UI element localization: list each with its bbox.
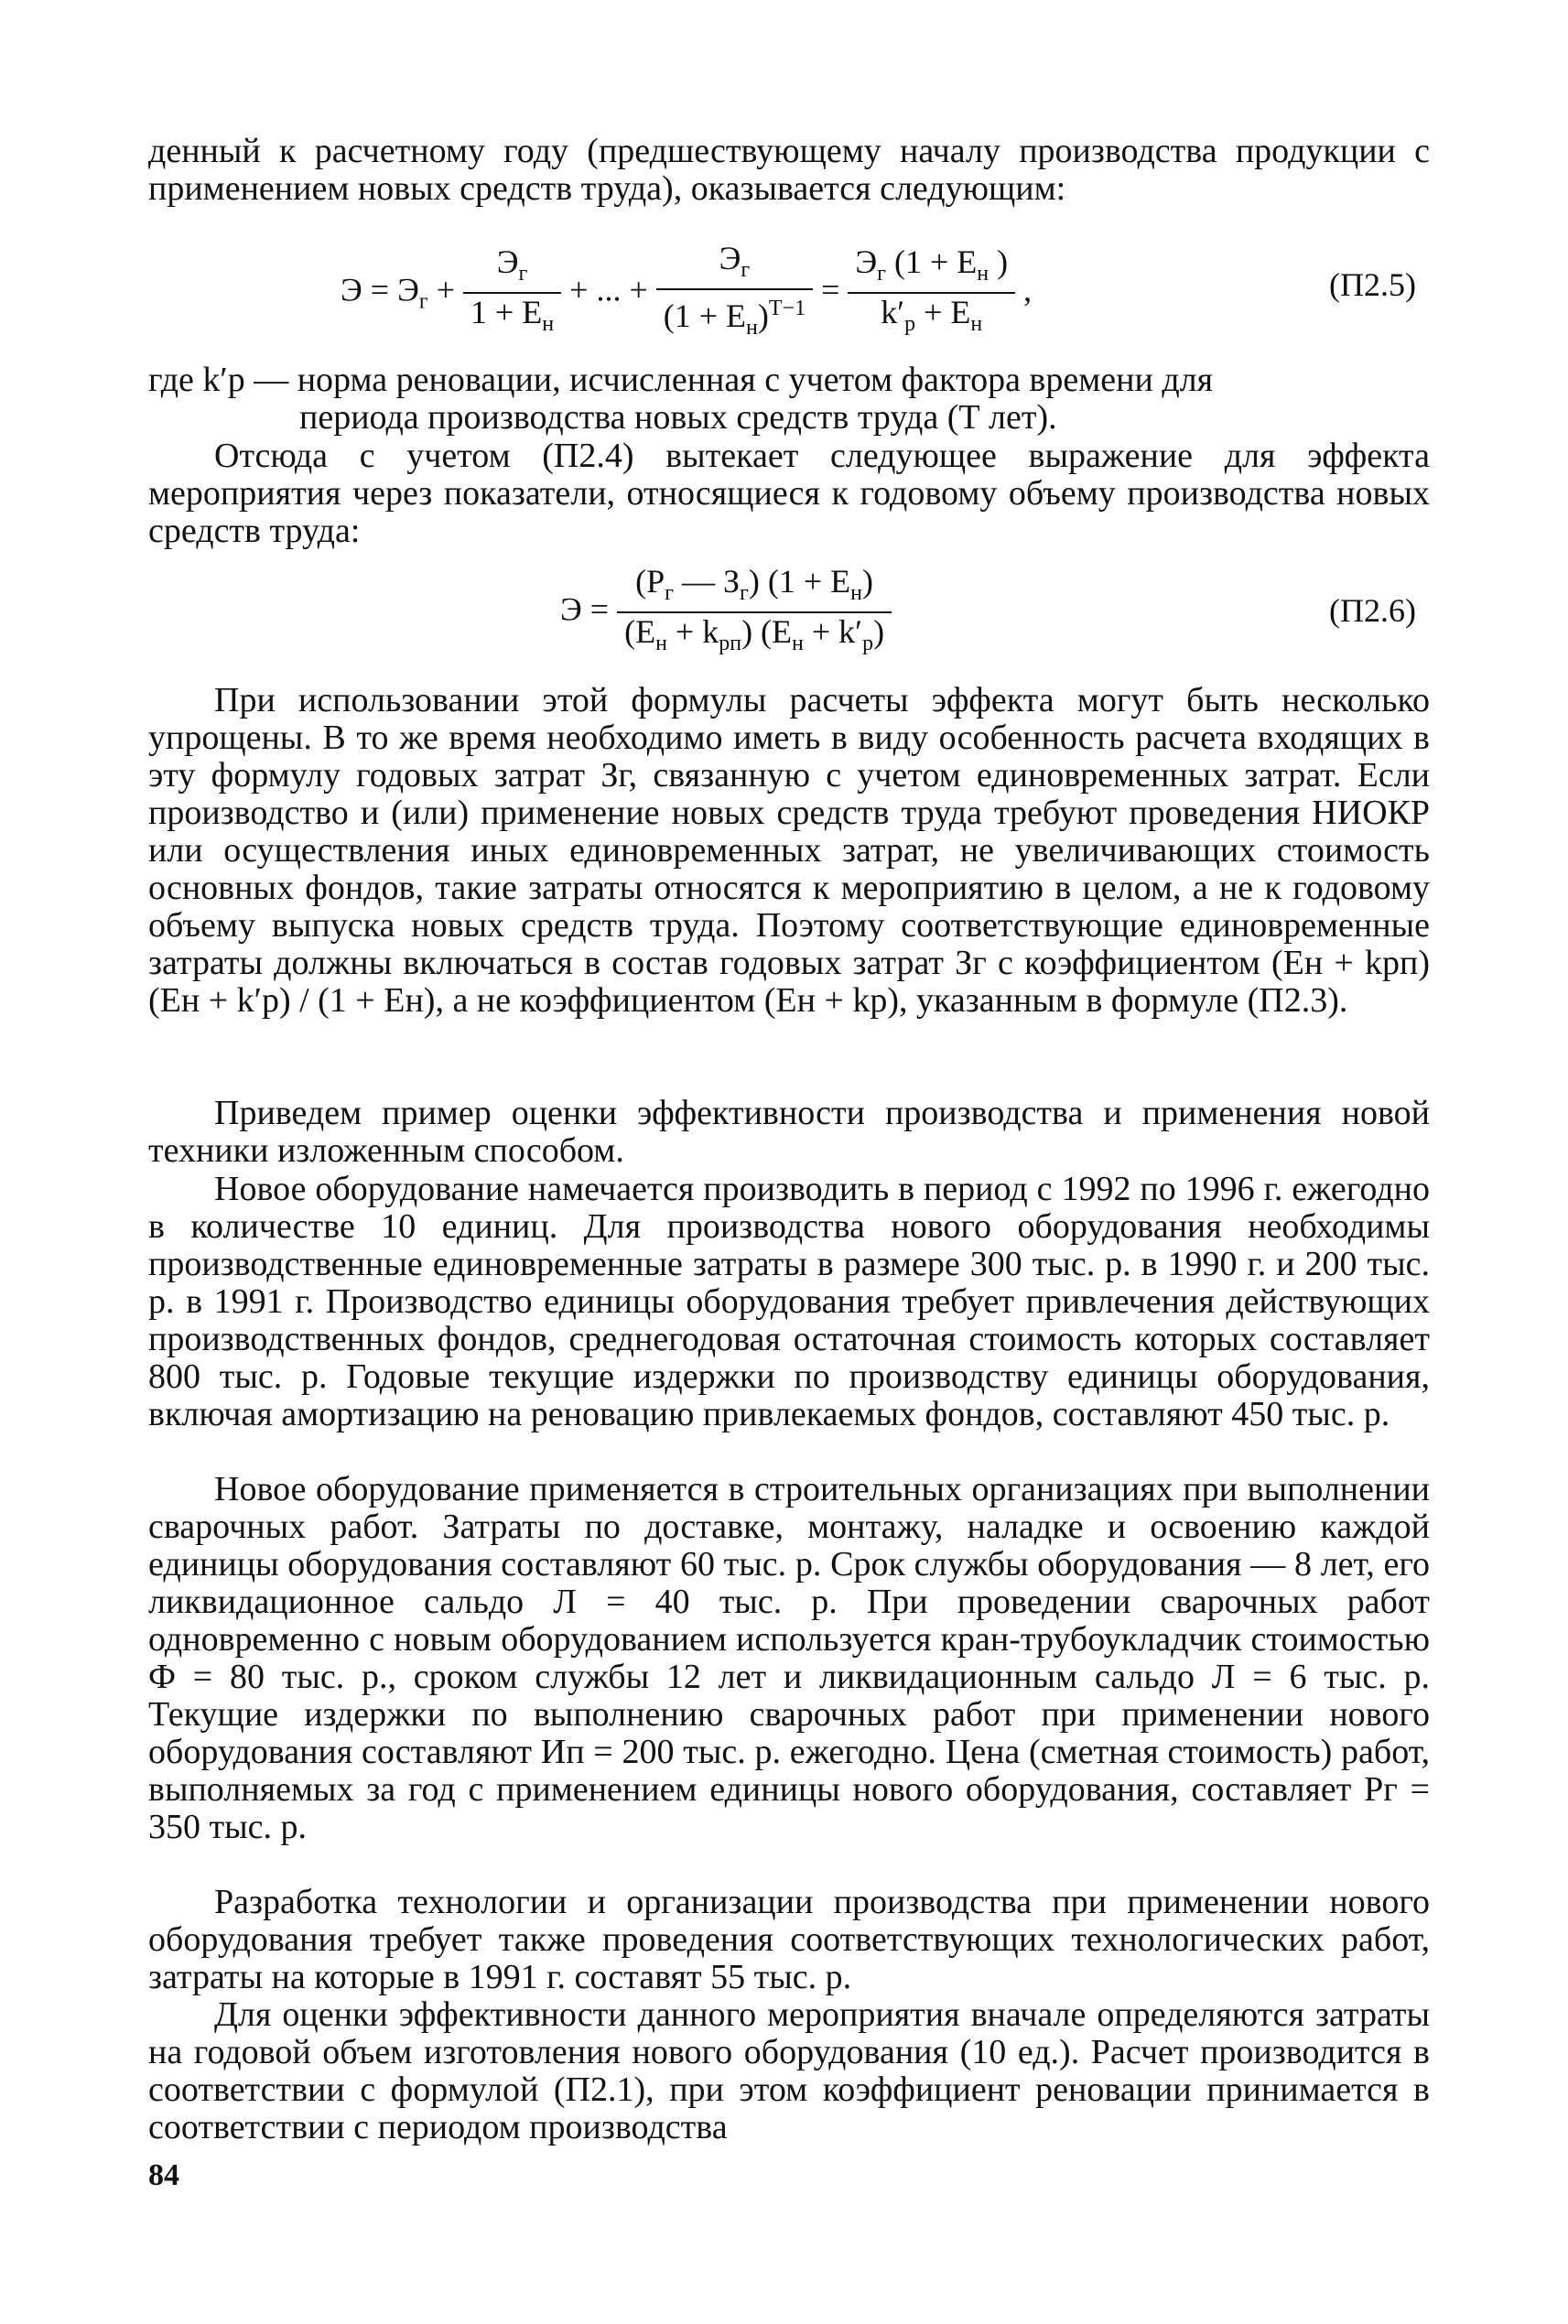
paragraph-new-equipment: Новое оборудование намечается производить в период с 1992 по 1996 г. ежегодно в количестве 10 единиц. Для производства нового оборудования необходимы производственные единовременные затраты в размере 300 тыс. р. в 1990 г. и 200 тыс. р. в 1991 г. Производство единицы оборудования требует привлечения действующих производственных фондов, среднегодовая остаточная стоимость которых составляет 800 тыс. р. Годовые текущие издержки по производству единицы оборудования, включая амортизацию на реновацию привлекаемых фондов, составляют 450 тыс. р. bbox=[148, 1170, 1430, 1433]
formula-p2-5: $Э = Э_г$ + $\frac{Э_г}{1 + Е_н}$ + ... + $\frac{Э_г}{(1 + Е_н)^{Т-1}}$ = $\frac{Э_г (1 + Е_н )}{k'_р + Е_н}$ , bbox=[341, 240, 1032, 346]
formula-p2-6: Э = $\frac{(Р_г — З_г) (1 + Е_н)}{(Е_н + k_{рп}) (Е_н + k'_р)}$ bbox=[560, 563, 892, 662]
paragraph-example: Приведем пример оценки эффективности производства и применения новой техники изложенным способом. bbox=[148, 1094, 1430, 1170]
fraction-1: $\frac{Э_г}{1 + Е_н}$ bbox=[463, 243, 561, 342]
fraction-3: $\frac{Э_г (1 + Е_н )}{k'_р + Е_н}$ bbox=[848, 243, 1015, 342]
paragraph-usage: При использовании этой формулы расчеты эффекта могут быть несколько упрощены. В то же время необходимо иметь в виду особенность расчета входящих в эту формулу годовых затрат Зг, связанную с учетом единовременных затрат. Если производство и (или) применение новых средств труда требуют проведения НИОКР или осуществления иных единовременных затрат, не увеличивающих стоимость основных фондов, такие затраты относятся к мероприятию в целом, а не к годовому объему выпуска новых средств труда. Поэтому соответствующие единовременные затраты должны включаться в состав годовых затрат Зг с коэффициентом (Ен + kрп) (Ен + k′р) / (1 + Ен), а не коэффициентом (Ен + kр), указанным в формуле (П2.3). bbox=[148, 681, 1430, 1020]
fraction-2: $\frac{Э_г}{(1 + Е_н)^{Т-1}}$ bbox=[656, 240, 813, 346]
fraction-main: $\frac{(Р_г — З_г) (1 + Е_н)}{(Е_н + k_{рп}) (Е_н + k'_р)}$ bbox=[617, 563, 892, 662]
paragraph-consequence: Отсюда с учетом (П2.4) вытекает следующее выражение для эффекта мероприятия через показатели, относящиеся к годовому объему производства новых средств труда: bbox=[148, 437, 1430, 550]
paragraph-application: Новое оборудование применяется в строительных организациях при выполнении сварочных работ. Затраты по доставке, монтажу, наладке и освоению каждой единицы оборудования составляют 60 тыс. р. Срок службы оборудования — 8 лет, его ликвидационное сальдо Л = 40 тыс. р. При проведении сварочных работ одновременно с новым оборудованием используется кран-трубоукладчик стоимостью Ф = 80 тыс. р., сроком службы 12 лет и ликвидационным сальдо Л = 6 тыс. р. Текущие издержки по выполнению сварочных работ при применении нового оборудования составляют Ип = 200 тыс. р. ежегодно. Цена (сметная стоимость) работ, выполняемых за год с применением единицы нового оборудования, составляет Рг = 350 тыс. р. bbox=[148, 1470, 1430, 1846]
equation-number-p2-6: (П2.6) bbox=[1329, 592, 1416, 629]
paragraph-intro: денный к расчетному году (предшествующему началу производства продукции с применением новых средств труда), оказывается следующим: bbox=[148, 132, 1430, 208]
paragraph-assessment: Для оценки эффективности данного мероприятия вначале определяются затраты на годовой объем изготовления нового оборудования (10 ед.). Расчет производится в соответствии с формулой (П2.1), при этом коэффициент реновации принимается в соответствии с периодом производства bbox=[148, 1995, 1430, 2146]
page-number: 84 bbox=[148, 2158, 179, 2192]
equation-number-p2-5: (П2.5) bbox=[1329, 266, 1416, 303]
where-definition: где k′р — норма реновации, исчисленная с учетом фактора времени для периода производства новых средств труда (Т лет). bbox=[148, 361, 1214, 437]
paragraph-technology: Разработка технологии и организации производства при применении нового оборудования требует также проведения соответствующих технологических работ, затраты на которые в 1991 г. составят 55 тыс. р. bbox=[148, 1883, 1430, 1996]
